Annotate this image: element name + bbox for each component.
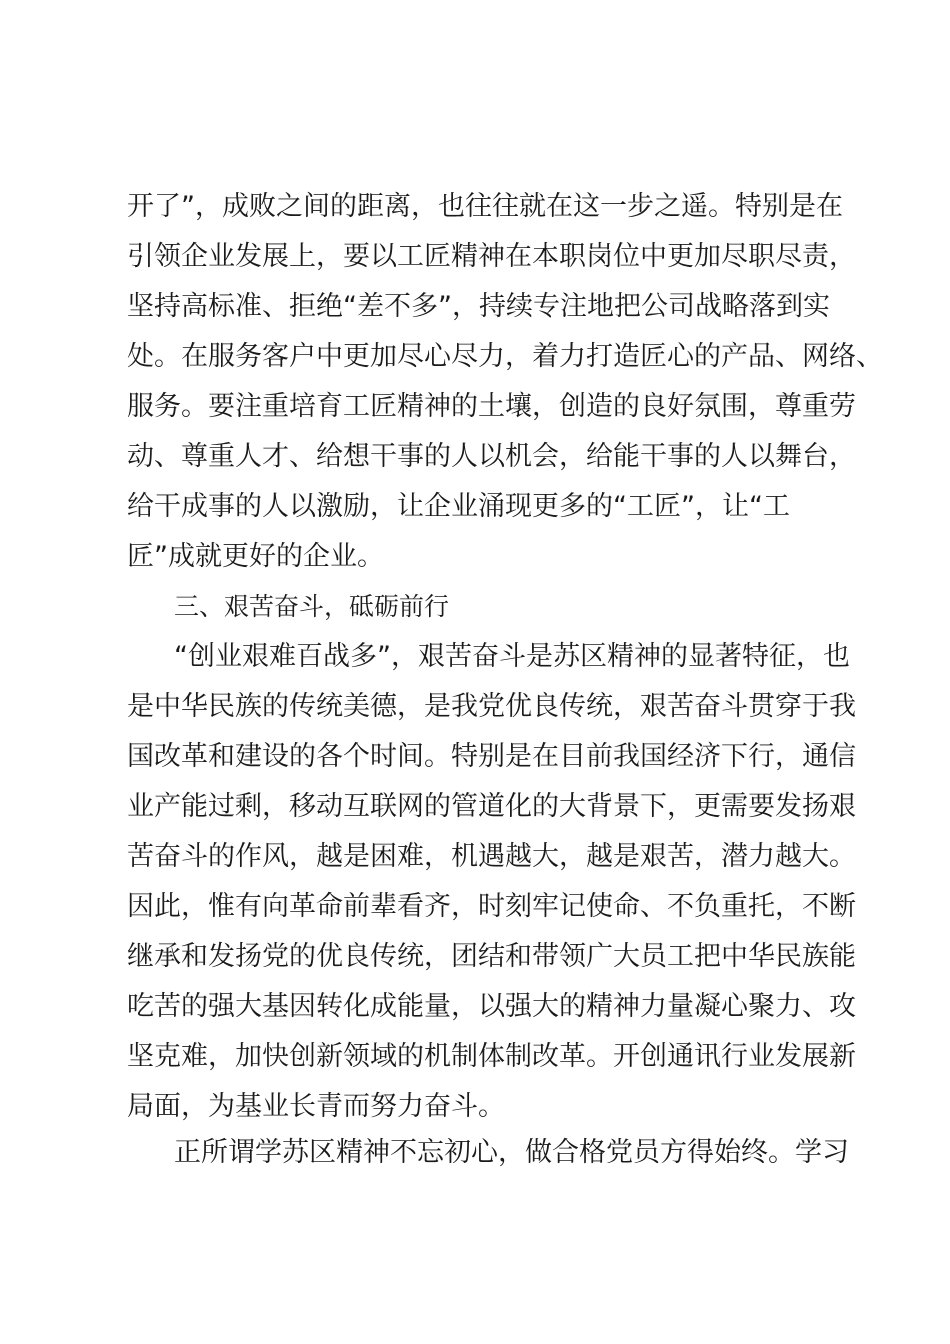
paragraph-line: 给干成事的人以激励，让企业涌现更多的“工匠”，让“工: [127, 491, 790, 522]
paragraph-line: 处。在服务客户中更加尽心尽力，着力打造匠心的产品、网络、: [127, 341, 883, 372]
paragraph-line: 吃苦的强大基因转化成能量，以强大的精神力量凝心聚力、攻: [127, 991, 856, 1022]
paragraph-line: 开了”，成败之间的距离，也往往就在这一步之遥。特别是在: [127, 191, 843, 222]
paragraph-line: 坚克难，加快创新领域的机制体制改革。开创通讯行业发展新: [127, 1041, 856, 1072]
section-heading: 三、艰苦奋斗，砥砺前行: [174, 592, 450, 621]
paragraph-line: 继承和发扬党的优良传统，团结和带领广大员工把中华民族能: [127, 941, 856, 972]
paragraph-line: 引领企业发展上，要以工匠精神在本职岗位中更加尽职尽责，: [127, 241, 856, 272]
paragraph-line: 服务。要注重培育工匠精神的土壤，创造的良好氛围，尊重劳: [127, 391, 856, 422]
paragraph-line: 匠”成就更好的企业。: [127, 541, 384, 572]
paragraph-line: “创业艰难百战多”，艰苦奋斗是苏区精神的显著特征，也: [174, 641, 850, 672]
paragraph-line: 坚持高标准、拒绝“差不多”，持续专注地把公司战略落到实: [127, 291, 830, 322]
section-heading-block: [127, 582, 837, 632]
paragraph-line: 是中华民族的传统美德，是我党优良传统，艰苦奋斗贯穿于我: [127, 691, 856, 722]
paragraph-line: 国改革和建设的各个时间。特别是在目前我国经济下行，通信: [127, 741, 856, 772]
paragraph-line: 苦奋斗的作风，越是困难，机遇越大，越是艰苦，潜力越大。: [127, 841, 856, 872]
paragraph-line: 动、尊重人才、给想干事的人以机会，给能干事的人以舞台，: [127, 441, 856, 472]
paragraph-craftsman-spirit: [127, 182, 883, 582]
paragraph-hard-work: [127, 632, 856, 1132]
paragraph-line: 局面，为基业长青而努力奋斗。: [127, 1091, 505, 1122]
paragraph-line: 正所谓学苏区精神不忘初心，做合格党员方得始终。学习: [174, 1137, 849, 1168]
paragraph-conclusion: [127, 1128, 849, 1178]
paragraph-line: 因此，惟有向革命前辈看齐，时刻牢记使命、不负重托，不断: [127, 891, 856, 922]
paragraph-line: 业产能过剩，移动互联网的管道化的大背景下，更需要发扬艰: [127, 791, 856, 822]
